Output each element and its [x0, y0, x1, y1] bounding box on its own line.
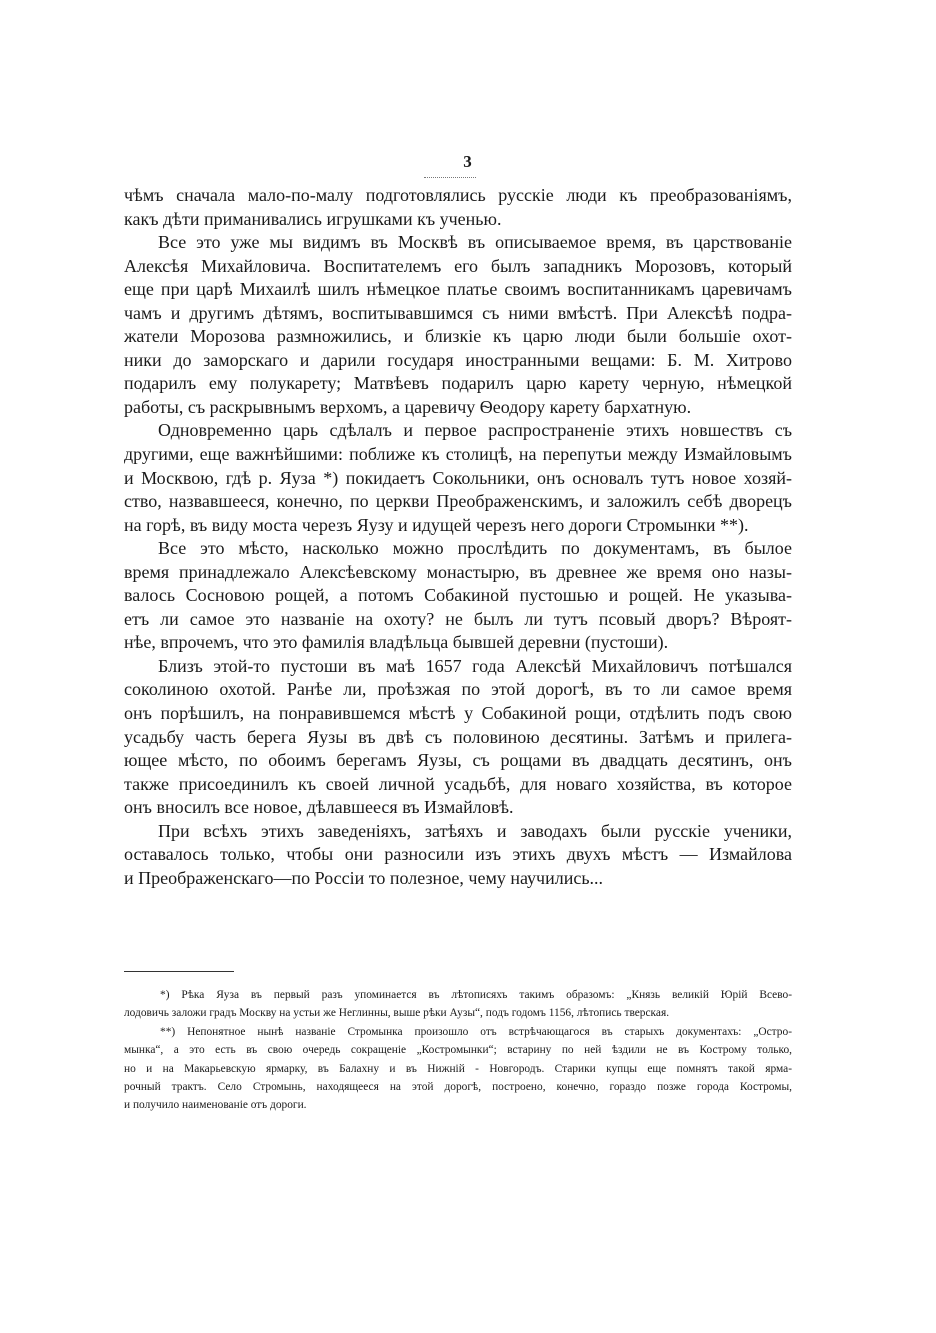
paragraph — [124, 537, 792, 655]
footnote-line: и получило наименованіе отъ дороги. — [124, 1099, 307, 1112]
text-line: еще при царѣ Михаилѣ шилъ нѣмецкое платье своимъ воспитанникамъ царевичамъ — [124, 279, 792, 300]
text-line: и Москвою, гдѣ р. Яуза *) покидаетъ Сокольники, онъ основалъ тутъ новое хозяй- — [124, 467, 792, 488]
text-line: ство, назвавшееся, конечно, по церкви Преображенскимъ, и заложилъ себѣ дворецъ — [124, 491, 792, 512]
text-line: ники до заморскаго и дарили государя иностранными вещами: Б. М. Хитрово — [124, 349, 792, 370]
text-line: оставалось только, чтобы они разносили изъ этихъ двухъ мѣстъ — Измайлова — [124, 844, 792, 865]
text-line: нѣе, впрочемъ, что это фамилія владѣльца бывшей деревни (пустоши). — [124, 632, 669, 653]
text-line: Алексѣя Михайловича. Воспитателемъ его былъ западникъ Морозовъ, который — [124, 255, 792, 276]
text-line: время принадлежало Алексѣевскому монастырю, въ древнее же время оно назы- — [124, 561, 792, 582]
footnote-line: рочный трактъ. Село Стромынь, находящееся на этой дорогѣ, построено, конечно, гораздо позже города Костромы, — [124, 1080, 792, 1093]
text-line: работы, съ раскрывнымъ верхомъ, а царевичу Ѳеодору карету бархатную. — [124, 396, 692, 417]
text-line: Одновременно царь сдѣлалъ и первое распространеніе этихъ новшествъ съ — [158, 420, 792, 441]
text-line: валось Сосновою рощей, а потомъ Собакиной пустошью и рощей. Не указыва- — [124, 585, 792, 606]
page-number-rule — [424, 177, 476, 178]
text-line: жатели Морозова размножились, и близкіе къ царю люди были большіе охот- — [124, 326, 792, 347]
footnote-line: но и на Макарьевскую ярмарку, въ Балахну и въ Нижній - Новгородъ. Старики купцы еще помнятъ такой ярма- — [124, 1062, 792, 1075]
text-line: также присоединилъ къ своей личной усадьбѣ, для новаго хозяйства, въ которое — [124, 773, 792, 794]
text-line: подарилъ ему полукарету; Матвѣевъ подарилъ царю карету черную, нѣмецкой — [124, 373, 792, 394]
text-line: ющее мѣсто, по обоимъ берегамъ Яузы, съ рощами въ двадцать десятинъ, онъ — [124, 750, 792, 771]
text-line: Все это уже мы видимъ въ Москвѣ въ описываемое время, въ царствованіе — [158, 232, 792, 253]
text-line: етъ ли самое это названіе на охоту? не былъ ли тутъ псовый дворъ? Вѣроят- — [124, 608, 792, 629]
footnote-line: мынка“, а это есть въ свою очередь сокращеніе „Костромынки“; встарину по ней ѣздили не въ Кострому только, — [124, 1044, 792, 1057]
text-line: какъ дѣти приманивались игрушками къ ученью. — [124, 208, 502, 229]
text-line: Все это мѣсто, насколько можно прослѣдить по документамъ, въ былое — [158, 538, 792, 559]
footnote — [124, 986, 792, 1023]
text-line: онъ порѣшилъ, на понравившемся мѣстѣ у Собакиной рощи, отдѣлить подъ свою — [124, 703, 792, 724]
text-line: соколиною охотой. Ранѣе ли, проѣзжая по этой дорогѣ, въ то ли самое время — [124, 679, 792, 700]
text-line: на горѣ, въ виду моста черезъ Яузу и идущей черезъ него дороги Стромынки **). — [124, 514, 749, 535]
paragraph — [124, 184, 792, 231]
text-line: и Преображенскаго—по Россіи то полезное, чему научились... — [124, 867, 604, 888]
footnote-line: лодовичь заложи градъ Москву на устьи же Неглинны, выше рѣки Аузы“, подъ годомъ 1156, лѣтопись тверская. — [124, 1007, 670, 1020]
text-line: Близъ этой-то пустоши въ маѣ 1657 года Алексѣй Михайловичъ потѣшался — [158, 655, 792, 676]
paragraph — [124, 655, 792, 820]
text-line: онъ вносилъ все новое, дѣлавшееся въ Измайловѣ. — [124, 797, 514, 818]
footnote-line: *) Рѣка Яуза въ первый разъ упоминается въ лѣтописяхъ такимъ образомъ: „Князь великій Юрій Всево- — [160, 989, 792, 1001]
page-number: 3 — [463, 152, 473, 171]
footnote-line: **) Непонятное нынѣ названіе Стромынка произошло отъ встрѣчающагося въ старыхъ документахъ: „Остро- — [160, 1025, 792, 1038]
paragraph — [124, 820, 792, 891]
text-line: чамъ и другимъ дѣтямъ, воспитывавшимся съ ними вмѣстѣ. При Алексѣѣ подра- — [124, 302, 792, 323]
text-line: другими, еще важнѣйшими: поближе къ столицѣ, на перепутьи между Измайловымъ — [124, 444, 792, 465]
body-text — [124, 184, 792, 890]
footnote-separator — [124, 971, 234, 972]
text-line: усадьбу часть берега Яузы въ двѣ съ половиною десятины. Затѣмъ и прилега- — [124, 726, 792, 747]
paragraph — [124, 231, 792, 419]
text-line: При всѣхъ этихъ заведеніяхъ, затѣяхъ и заводахъ были русскіе ученики, — [158, 820, 792, 841]
footnote — [124, 1023, 792, 1115]
paragraph — [124, 419, 792, 537]
text-line: чѣмъ сначала мало-по-малу подготовлялись русскіе люди къ преобразованіямъ, — [124, 185, 792, 205]
footnotes — [124, 986, 792, 1115]
